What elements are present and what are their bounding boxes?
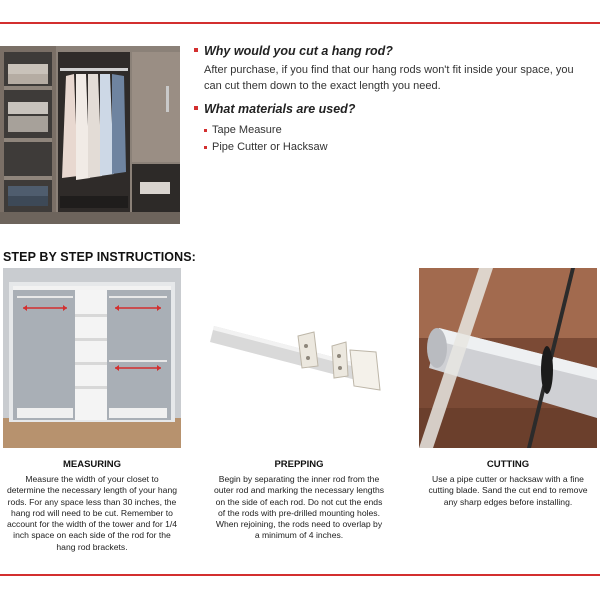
- red-bullet-icon: [204, 146, 207, 149]
- step-title-prepping: PREPPING: [274, 459, 324, 470]
- materials-list: [194, 122, 594, 156]
- materials-item: [204, 122, 594, 139]
- step-body-cutting: Use a pipe cutter or hacksaw with a fine cutting blade. Sand the cut end to remove any sharp edges before installing.: [428, 474, 588, 507]
- faq-question-text: What materials are used?: [204, 102, 356, 116]
- materials-item: [204, 139, 594, 156]
- bottom-divider: [0, 574, 600, 576]
- faq-section: [194, 42, 594, 156]
- top-divider: [0, 22, 600, 24]
- faq-question-materials: [194, 100, 594, 118]
- red-bullet-icon: [194, 106, 198, 110]
- step-body-prepping: Begin by separating the inner rod from the outer rod and marking the necessary lengths on the side of each rod. Do not cut the ends of the rods with pre-drilled mounting holes. When rejoining, the rods need to overlap by a minimum of 4 inches.: [213, 474, 385, 541]
- faq-answer-cut: After purchase, if you find that our hang rods won't fit inside your space, you can cut them down to the exact length you need.: [204, 64, 574, 92]
- steps-heading: STEP BY STEP INSTRUCTIONS:: [3, 250, 196, 264]
- faq-question-cut: [194, 42, 594, 60]
- measuring-photo: [3, 268, 181, 448]
- materials-item-text: Pipe Cutter or Hacksaw: [212, 141, 328, 153]
- step-body-measuring: Measure the width of your closet to determine the necessary length of your hang rods. For any space less than 30 inches, the hang rod will need to be cut. Remember to account for the width of the tower and for 1/4 inch space on each side of the rod for the hang rod brackets.: [6, 474, 178, 552]
- prepping-photo: [210, 268, 388, 448]
- faq-question-text: Why would you cut a hang rod?: [204, 44, 393, 58]
- step-title-cutting: CUTTING: [486, 459, 530, 470]
- closet-photo: [0, 46, 180, 224]
- red-bullet-icon: [194, 48, 198, 52]
- red-bullet-icon: [204, 129, 207, 132]
- cutting-photo: [419, 268, 597, 448]
- step-title-measuring: MEASURING: [62, 459, 122, 470]
- materials-item-text: Tape Measure: [212, 124, 282, 136]
